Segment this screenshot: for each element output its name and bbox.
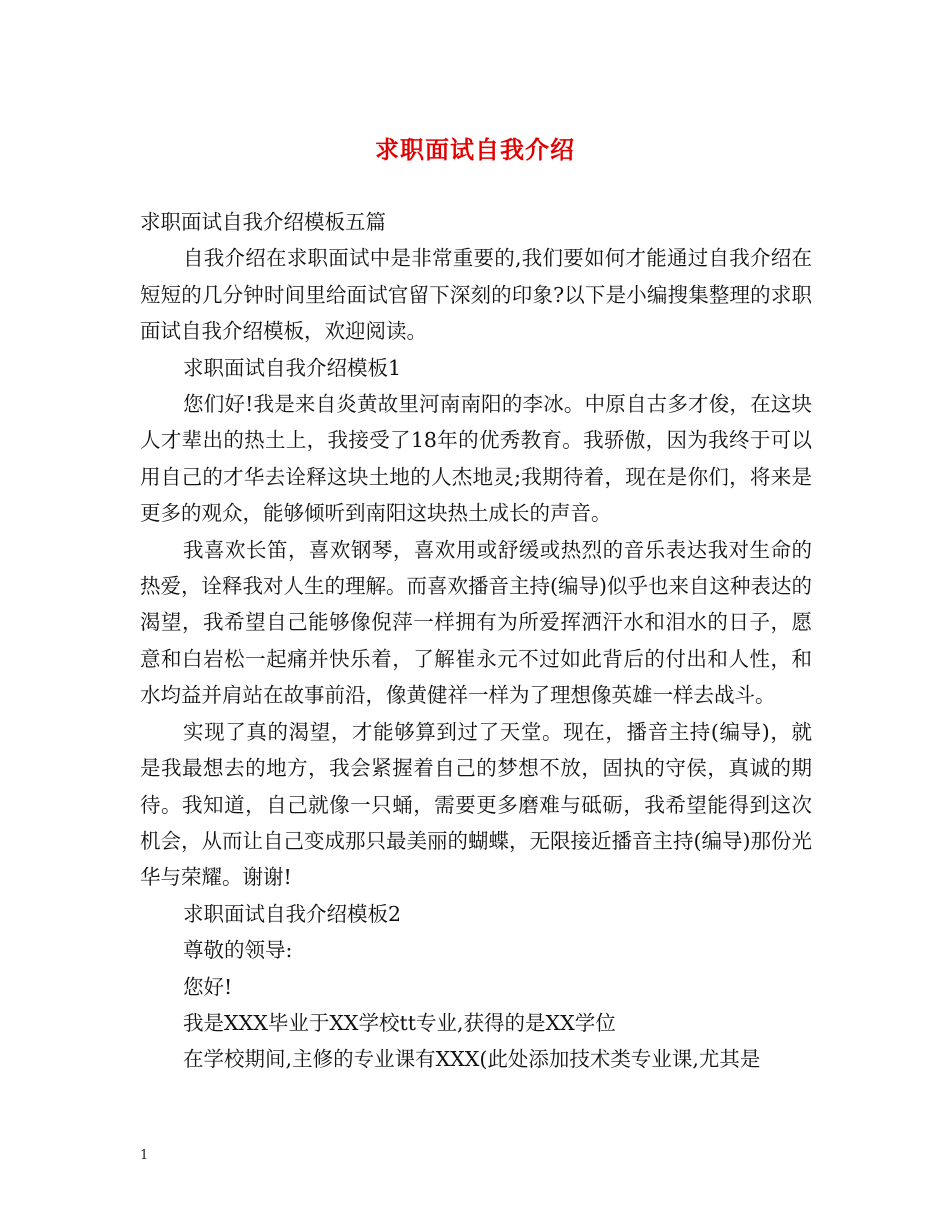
document-body [140,204,812,1078]
body-paragraph: 我喜欢长笛，喜欢钢琴，喜欢用或舒缓或热烈的音乐表达我对生命的热爱，诠释我对人生的理解。而喜欢播音主持(编导)似乎也来自这种表达的渴望，我希望自己能够像倪萍一样拥有为所爱挥洒汗水和泪水的日子，愿意和白岩松一起痛并快乐着，了解崔永元不过如此背后的付出和人性，和水均益并肩站在故事前沿，像黄健祥一样为了理想像英雄一样去战斗。 [140,537,812,708]
section-heading-2: 求职面试自我介绍模板2 [183,901,402,926]
intro-paragraph: 自我介绍在求职面试中是非常重要的,我们要如何才能通过自我介绍在短短的几分钟时间里给面试官留下深刻的印象?以下是小编搜集整理的求职面试自我介绍模板，欢迎阅读。 [140,246,812,344]
body-paragraph: 我是XXX毕业于XX学校tt专业,获得的是XX学位 [183,1010,616,1035]
body-paragraph: 实现了真的渴望，才能够算到过了天堂。现在，播音主持(编导)，就是我最想去的地方，我会紧握着自己的梦想不放，固执的守侯，真诚的期待。我知道，自己就像一只蛹，需要更多磨难与砥砺，我希望能得到这次机会，从而让自己变成那只最美丽的蝴蝶，无限接近播音主持(编导)那份光华与荣耀。谢谢! [140,719,812,890]
page-number: 1 [140,1148,149,1163]
document-title: 求职面试自我介绍 [375,135,575,164]
greeting-line: 您好! [183,974,233,999]
salutation-line: 尊敬的领导: [183,938,293,963]
subtitle-paragraph: 求职面试自我介绍模板五篇 [140,210,386,234]
body-paragraph: 在学校期间,主修的专业课有XXX(此处添加技术类专业课,尤其是 [183,1047,761,1072]
body-paragraph: 您们好!我是来自炎黄故里河南南阳的李冰。中原自古多才俊，在这块人才辈出的热土上，我接受了18年的优秀教育。我骄傲，因为我终于可以用自己的才华去诠释这块土地的人杰地灵;我期待着，现在是你们，将来是更多的观众，能够倾听到南阳这块热土成长的声音。 [140,392,812,526]
section-heading-1: 求职面试自我介绍模板1 [183,355,402,380]
